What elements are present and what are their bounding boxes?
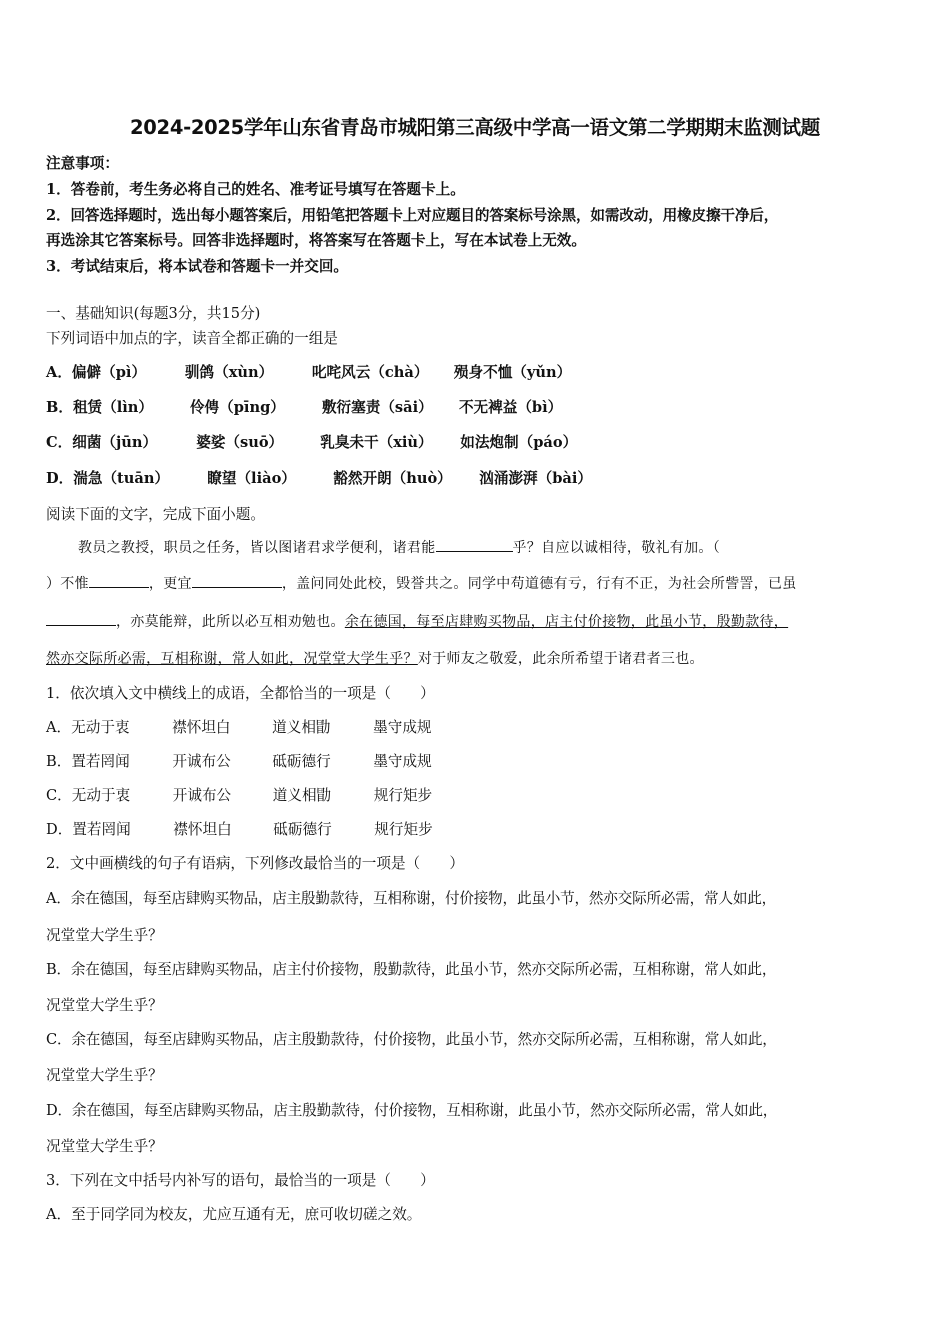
- option-label: B．: [46, 399, 73, 416]
- fill-blank: [89, 573, 149, 588]
- passage-text: ，更宜: [148, 576, 192, 592]
- option-item: 不无裨益（bì）: [458, 399, 563, 416]
- question-stem: 3．下列在文中括号内补写的语句，最恰当的一项是（ ）: [46, 1172, 435, 1189]
- option-label: C．: [46, 434, 73, 451]
- pinyin-option-c[interactable]: [46, 431, 577, 452]
- q2-option-b[interactable]: B．余在德国，每至店肆购买物品，店主付价接物，殷勤款待，此虽小节，然亦交际所必需，互相称谢，常人如此，: [46, 961, 777, 978]
- pinyin-option-b[interactable]: [46, 396, 562, 417]
- q2-option-b-cont: 况堂堂大学生乎？: [46, 997, 163, 1014]
- passage-line: [46, 611, 788, 631]
- q1-option-a[interactable]: [46, 716, 432, 737]
- underlined-sentence: 然亦交际所必需，互相称谢，常人如此，况堂堂大学生乎？: [46, 651, 418, 667]
- q2-option-d-cont: 况堂堂大学生乎？: [46, 1138, 163, 1155]
- option-label: D．: [46, 821, 73, 838]
- option-item: 开诚布公: [172, 753, 231, 770]
- option-item: 规行矩步: [374, 821, 433, 838]
- q1-option-c[interactable]: [46, 784, 432, 805]
- option-item: 汹涌澎湃（bài）: [479, 470, 593, 487]
- option-item: 襟怀坦白: [173, 821, 232, 838]
- passage-line: [46, 573, 797, 593]
- fill-blank: [436, 537, 513, 552]
- passage-text: ，盖问同处此校，毁誉共之。同学中苟道德有亏，行有不正，为社会所訾詈，已虽: [281, 576, 797, 592]
- option-item: 开诚布公: [172, 787, 232, 804]
- option-label: A．: [46, 719, 72, 736]
- option-item: 伶俜（pīng）: [189, 399, 285, 416]
- question-stem: 下列词语中加点的字，读音全都正确的一组是: [46, 330, 338, 347]
- option-item: 瞭望（liào）: [207, 470, 296, 487]
- reading-intro: 阅读下面的文字，完成下面小题。: [46, 506, 265, 523]
- option-item: 敷衍塞责（sāi）: [321, 399, 433, 416]
- option-item: 置若罔闻: [71, 753, 130, 770]
- q1-option-b[interactable]: [46, 750, 432, 771]
- fill-blank: [192, 573, 282, 588]
- passage-line: [46, 648, 704, 668]
- option-item: 墨守成规: [373, 753, 432, 770]
- section-heading: 一、基础知识(每题3分，共15分): [46, 305, 261, 322]
- question-stem: 1．依次填入文中横线上的成语，全都恰当的一项是（ ）: [46, 685, 435, 702]
- page-title: 2024-2025学年山东省青岛市城阳第三高级中学高一语文第二学期期末监测试题: [130, 116, 820, 139]
- q2-option-a-cont: 况堂堂大学生乎？: [46, 927, 163, 944]
- option-item: 襟怀坦白: [172, 719, 231, 736]
- passage-text: ）不惟: [46, 576, 89, 592]
- option-label: D．: [46, 470, 74, 487]
- notice-item: 再选涂其它答案标号。回答非选择题时，将答案写在答题卡上，写在本试卷上无效。: [46, 232, 586, 249]
- q2-option-c[interactable]: C．余在德国，每至店肆购买物品，店主殷勤款待，付价接物，此虽小节，然亦交际所必需，互相称谢，常人如此，: [46, 1031, 777, 1048]
- option-item: 驯鸽（xùn）: [184, 364, 274, 381]
- notice-item: 2．回答选择题时，选出每小题答案后，用铅笔把答题卡上对应题目的答案标号涂黑，如需改动，用橡皮擦干净后，: [46, 207, 779, 224]
- option-item: 豁然开朗（huò）: [333, 470, 452, 487]
- underlined-sentence: 余在德国，每至店肆购买物品，店主付价接物，此虽小节，殷勤款待，: [344, 614, 789, 630]
- option-item: 殒身不恤（yǔn）: [453, 364, 572, 381]
- notice-item: 1．答卷前，考生务必将自己的姓名、准考证号填写在答题卡上。: [46, 181, 465, 198]
- option-item: 置若罔闻: [72, 821, 131, 838]
- option-item: 乳臭未干（xiù）: [320, 434, 433, 451]
- passage-line: [78, 537, 720, 557]
- option-item: 道义相勖: [272, 787, 332, 804]
- option-item: 细菌（jūn）: [72, 434, 158, 451]
- q3-option-a[interactable]: A．至于同学同为校友，尤应互通有无，庶可收切磋之效。: [46, 1206, 422, 1223]
- option-item: 婆娑（suō）: [196, 434, 284, 451]
- option-item: 偏僻（pì）: [71, 364, 147, 381]
- pinyin-option-a[interactable]: [46, 361, 571, 382]
- q2-option-a[interactable]: A．余在德国，每至店肆购买物品，店主殷勤款待，互相称谢，付价接物，此虽小节，然亦交际所必需，常人如此，: [46, 890, 777, 907]
- option-item: 砥砺德行: [273, 821, 332, 838]
- passage-text: 对于师友之敬爱，此余所希望于诸君者三也。: [417, 651, 704, 667]
- notice-heading: 注意事项：: [46, 155, 119, 172]
- option-item: 叱咤风云（chà）: [311, 364, 429, 381]
- passage-text: 教员之教授，职员之任务，皆以图诸君求学便利，诸君能: [78, 540, 436, 556]
- fill-blank: [46, 611, 116, 626]
- passage-text: 乎？自应以诚相待，敬礼有加。（: [512, 540, 720, 556]
- option-item: 无动于衷: [71, 719, 130, 736]
- option-item: 租赁（lìn）: [72, 399, 154, 416]
- option-item: 无动于衷: [71, 787, 131, 804]
- notice-item: 3．考试结束后，将本试卷和答题卡一并交回。: [46, 258, 349, 275]
- option-label: A．: [46, 364, 72, 381]
- option-item: 规行矩步: [373, 787, 433, 804]
- q2-option-d[interactable]: D．余在德国，每至店肆购买物品，店主殷勤款待，付价接物，互相称谢，此虽小节，然亦交际所必需，常人如此，: [46, 1102, 778, 1119]
- passage-text: ，亦莫能辩，此所以必互相劝勉也。: [116, 614, 345, 630]
- question-stem: 2．文中画横线的句子有语病，下列修改最恰当的一项是（ ）: [46, 855, 464, 872]
- q2-option-c-cont: 况堂堂大学生乎？: [46, 1067, 163, 1084]
- option-item: 砥砺德行: [272, 753, 331, 770]
- option-item: 墨守成规: [373, 719, 432, 736]
- option-item: 道义相勖: [272, 719, 331, 736]
- pinyin-option-d[interactable]: [46, 467, 592, 488]
- option-label: B．: [46, 753, 72, 770]
- option-label: C．: [46, 787, 72, 804]
- option-item: 湍急（tuān）: [73, 470, 170, 487]
- option-item: 如法炮制（páo）: [460, 434, 578, 451]
- q1-option-d[interactable]: [46, 818, 433, 839]
